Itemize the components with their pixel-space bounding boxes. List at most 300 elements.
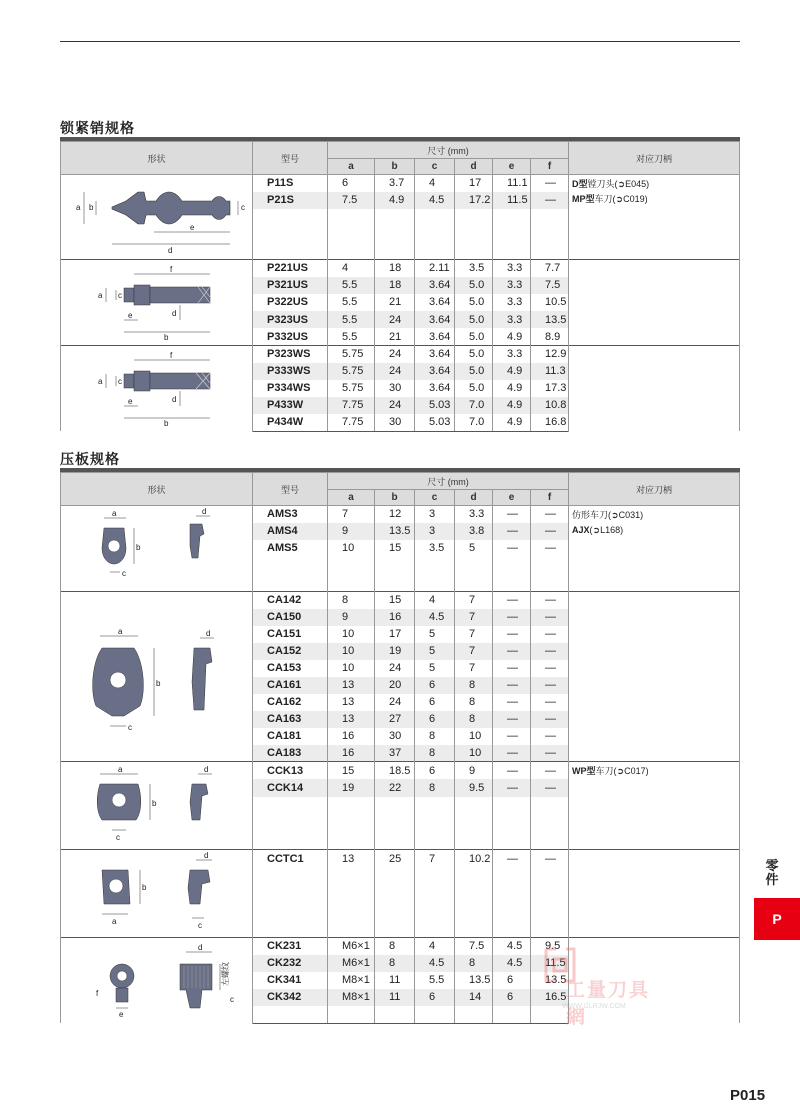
header-holder: 对应刀柄 (569, 473, 740, 506)
dim-cell-e: — (493, 850, 531, 868)
svg-text:c: c (115, 833, 120, 842)
dim-cell-f: 13.5 (531, 311, 569, 328)
svg-text:e: e (127, 397, 132, 406)
svg-text:d: d (203, 851, 208, 860)
model-cell: CA181 (253, 728, 328, 745)
dim-cell-e (493, 920, 531, 938)
dim-cell-d: 10 (455, 745, 493, 762)
dim-cell-d: 10 (455, 728, 493, 745)
dim-cell-e (493, 885, 531, 903)
dim-cell-b: 8 (375, 955, 415, 972)
dim-cell-f: 17.3 (531, 380, 569, 397)
svg-text:b: b (155, 679, 160, 688)
dim-cell-a: 15 (328, 762, 375, 780)
dim-cell-b: 20 (375, 677, 415, 694)
dim-cell-f: 10.8 (531, 397, 569, 414)
table-row (61, 592, 740, 609)
holder-ref[interactable] (572, 192, 739, 207)
dim-cell-c (415, 832, 455, 850)
dim-cell-b: 13.5 (375, 523, 415, 540)
dim-cell-b: 22 (375, 779, 415, 797)
dim-cell-a (328, 920, 375, 938)
dim-cell-e: 4.9 (493, 380, 531, 397)
dim-cell-e: 11.1 (493, 175, 531, 192)
dim-cell-f: — (531, 506, 569, 523)
dim-cell-a (328, 209, 375, 226)
svg-text:e: e (189, 222, 194, 232)
dim-cell-e: 3.3 (493, 346, 531, 363)
dim-cell-f: 10.5 (531, 294, 569, 311)
dim-cell-b: 24 (375, 363, 415, 380)
dim-cell-b: 3.7 (375, 175, 415, 192)
dim-cell-e: — (493, 694, 531, 711)
dim-cell-b: 24 (375, 694, 415, 711)
dim-cell-c (415, 814, 455, 832)
dim-cell-c: 5 (415, 660, 455, 677)
dim-cell-a (328, 885, 375, 903)
dim-cell-e: 3.3 (493, 260, 531, 277)
model-cell: CK342 (253, 989, 328, 1006)
model-cell: CA153 (253, 660, 328, 677)
dim-cell-e: — (493, 506, 531, 523)
dim-cell-b: 11 (375, 972, 415, 989)
model-cell: CA142 (253, 592, 328, 609)
model-cell (253, 557, 328, 574)
model-cell (253, 226, 328, 243)
header-col-d: d (455, 490, 493, 506)
dim-cell-f (531, 885, 569, 903)
model-cell: P221US (253, 260, 328, 277)
dim-cell-f: 11.5 (531, 955, 569, 972)
svg-text:c: c (127, 723, 132, 732)
dim-cell-c: 6 (415, 694, 455, 711)
dim-cell-b: 8 (375, 938, 415, 955)
dim-cell-b: 18.5 (375, 762, 415, 780)
dim-cell-f (531, 832, 569, 850)
dim-cell-a (328, 574, 375, 591)
dim-cell-b (375, 902, 415, 920)
dim-cell-f: — (531, 626, 569, 643)
dim-cell-f (531, 209, 569, 226)
dim-cell-c: 3 (415, 506, 455, 523)
holder-page-ref: 车刀(➲C017) (595, 766, 649, 776)
dim-cell-c: 6 (415, 762, 455, 780)
dim-cell-e (493, 1006, 531, 1023)
dim-cell-b: 19 (375, 643, 415, 660)
header-holder: 对应刀柄 (569, 142, 740, 175)
model-cell: CK232 (253, 955, 328, 972)
model-cell: CA150 (253, 609, 328, 626)
dim-cell-e: — (493, 660, 531, 677)
dim-cell-e (493, 814, 531, 832)
dim-cell-d (455, 867, 493, 885)
header-col-b: b (375, 159, 415, 175)
dim-cell-a (328, 902, 375, 920)
dim-cell-c: 3.64 (415, 311, 455, 328)
dim-cell-f: 16.5 (531, 989, 569, 1006)
top-rule (60, 41, 740, 42)
holder-type: MP型 (572, 194, 595, 204)
shape-drawing (61, 938, 253, 1024)
dim-cell-a (328, 243, 375, 260)
dim-cell-c: 8 (415, 745, 455, 762)
dim-cell-a: 7.5 (328, 192, 375, 209)
svg-text:f: f (169, 265, 172, 274)
dim-cell-c: 3.64 (415, 277, 455, 294)
dim-cell-a: 4 (328, 260, 375, 277)
holder-cell (569, 592, 740, 762)
dim-cell-f: — (531, 540, 569, 557)
dim-cell-d (455, 885, 493, 903)
dim-cell-f: — (531, 677, 569, 694)
dim-cell-d: 5.0 (455, 277, 493, 294)
dim-cell-a: M8×1 (328, 989, 375, 1006)
dim-cell-a (328, 1006, 375, 1023)
dim-cell-e (493, 902, 531, 920)
holder-ref[interactable] (572, 523, 739, 538)
dim-cell-d (455, 797, 493, 815)
dim-cell-f: — (531, 711, 569, 728)
dim-cell-d (455, 1006, 493, 1023)
model-cell (253, 832, 328, 850)
dim-cell-a: 13 (328, 850, 375, 868)
model-cell: CK341 (253, 972, 328, 989)
dim-cell-d (455, 814, 493, 832)
dim-cell-c (415, 226, 455, 243)
dim-cell-a: 9 (328, 609, 375, 626)
dim-cell-a (328, 557, 375, 574)
dim-cell-e: 11.5 (493, 192, 531, 209)
svg-text:c: c (117, 291, 122, 300)
dim-cell-d: 5.0 (455, 294, 493, 311)
dim-cell-c: 4.5 (415, 609, 455, 626)
dim-cell-a (328, 797, 375, 815)
dim-cell-a: 5.5 (328, 294, 375, 311)
dim-cell-d: 7 (455, 626, 493, 643)
dim-cell-c (415, 867, 455, 885)
dim-cell-f: 16.8 (531, 414, 569, 431)
dim-cell-e (493, 243, 531, 260)
dim-cell-e: — (493, 745, 531, 762)
dim-cell-d (455, 574, 493, 591)
dim-cell-c: 5.5 (415, 972, 455, 989)
dim-cell-d: 7 (455, 609, 493, 626)
dim-cell-d (455, 902, 493, 920)
svg-text:c: c (117, 377, 122, 386)
header-col-a: a (328, 159, 375, 175)
dim-cell-b: 30 (375, 414, 415, 431)
shape-drawing (61, 762, 253, 850)
svg-text:a: a (97, 377, 102, 386)
dim-cell-b: 30 (375, 728, 415, 745)
dim-cell-f: — (531, 745, 569, 762)
dim-cell-a: 7 (328, 506, 375, 523)
dim-cell-f (531, 226, 569, 243)
dim-cell-d (455, 226, 493, 243)
dim-cell-d: 3.5 (455, 260, 493, 277)
dim-cell-b (375, 885, 415, 903)
shape-drawing (61, 346, 253, 432)
header-col-c: c (415, 159, 455, 175)
dim-cell-a: 10 (328, 626, 375, 643)
svg-text:d: d (203, 765, 208, 774)
locking-pin-table (60, 141, 740, 432)
header-col-a: a (328, 490, 375, 506)
holder-ref[interactable] (572, 508, 739, 523)
dim-cell-e (493, 867, 531, 885)
holder-ref[interactable] (572, 764, 739, 779)
dim-cell-d: 9.5 (455, 779, 493, 797)
header-col-f: f (531, 490, 569, 506)
dim-cell-e: 4.9 (493, 328, 531, 345)
holder-ref[interactable] (572, 177, 739, 192)
model-cell: CA161 (253, 677, 328, 694)
dim-cell-a: 16 (328, 728, 375, 745)
svg-text:e: e (127, 311, 132, 320)
dim-cell-c: 3.5 (415, 540, 455, 557)
holder-cell (569, 260, 740, 346)
dim-cell-c (415, 243, 455, 260)
dim-cell-e: — (493, 779, 531, 797)
dim-cell-c: 5.03 (415, 414, 455, 431)
dim-cell-c: 3.64 (415, 363, 455, 380)
model-cell: CA163 (253, 711, 328, 728)
dim-cell-b: 24 (375, 311, 415, 328)
svg-text:b: b (163, 333, 168, 342)
dim-cell-e: — (493, 626, 531, 643)
svg-text:d: d (205, 629, 210, 638)
model-cell (253, 902, 328, 920)
dim-cell-d: 5.0 (455, 363, 493, 380)
svg-text:a: a (117, 765, 122, 774)
dim-cell-f: — (531, 523, 569, 540)
dim-cell-c: 7 (415, 850, 455, 868)
dim-cell-f (531, 867, 569, 885)
dim-cell-c: 4.5 (415, 955, 455, 972)
dim-cell-b: 4.9 (375, 192, 415, 209)
holder-cell (569, 346, 740, 432)
dim-cell-c (415, 797, 455, 815)
dim-cell-e: 4.5 (493, 955, 531, 972)
table-row (61, 762, 740, 780)
dim-cell-a: 9 (328, 523, 375, 540)
dim-cell-f: — (531, 660, 569, 677)
model-cell: CA162 (253, 694, 328, 711)
dim-cell-d: 5.0 (455, 380, 493, 397)
holder-page-ref: 车刀(➲C019) (594, 194, 648, 204)
svg-text:f: f (95, 989, 98, 998)
model-cell (253, 797, 328, 815)
dim-cell-c: 4 (415, 938, 455, 955)
dim-cell-f: — (531, 694, 569, 711)
dim-cell-c: 6 (415, 711, 455, 728)
dim-cell-c: 5.03 (415, 397, 455, 414)
svg-text:b: b (163, 419, 168, 428)
dim-cell-a: 5.75 (328, 363, 375, 380)
page-number: P015 (730, 1087, 766, 1104)
dim-cell-d: 10.2 (455, 850, 493, 868)
dim-cell-a (328, 832, 375, 850)
dim-cell-a: 8 (328, 592, 375, 609)
svg-text:d: d (201, 507, 206, 516)
table-row (61, 260, 740, 277)
watermark (540, 945, 670, 1028)
dim-cell-b: 15 (375, 592, 415, 609)
side-label: 零件 (765, 859, 779, 888)
header-shape: 形状 (61, 142, 253, 175)
holder-cell (569, 762, 740, 850)
svg-text:b: b (88, 202, 93, 212)
svg-text:c: c (229, 995, 234, 1004)
dim-cell-c: 5 (415, 643, 455, 660)
shape-drawing (61, 592, 253, 762)
header-col-f: f (531, 159, 569, 175)
svg-text:c: c (121, 569, 126, 578)
dim-cell-f (531, 902, 569, 920)
dim-cell-d: 5.0 (455, 311, 493, 328)
dim-cell-f: — (531, 728, 569, 745)
dim-cell-b (375, 920, 415, 938)
holder-type: WP型 (572, 766, 596, 776)
section-title-clamp: 压板规格 (60, 452, 120, 468)
dim-cell-a (328, 226, 375, 243)
dim-cell-c: 5 (415, 626, 455, 643)
model-cell: P323US (253, 311, 328, 328)
table-row (61, 850, 740, 868)
dim-cell-c (415, 1006, 455, 1023)
dim-cell-f: 8.9 (531, 328, 569, 345)
dim-cell-d: 7.5 (455, 938, 493, 955)
dim-cell-a: M6×1 (328, 938, 375, 955)
dim-cell-c: 8 (415, 779, 455, 797)
dim-cell-b (375, 209, 415, 226)
dim-cell-b: 11 (375, 989, 415, 1006)
dim-cell-c (415, 902, 455, 920)
watermark-url: WWW.GLRJW.COM (562, 1003, 626, 1010)
model-cell: P433W (253, 397, 328, 414)
dim-cell-e (493, 797, 531, 815)
dim-cell-d: 7 (455, 592, 493, 609)
dim-cell-e (493, 574, 531, 591)
dim-cell-c: 3.64 (415, 294, 455, 311)
model-cell: P434W (253, 414, 328, 431)
dim-cell-d: 3.8 (455, 523, 493, 540)
holder-cell (569, 506, 740, 592)
dim-cell-f: — (531, 175, 569, 192)
model-cell: P11S (253, 175, 328, 192)
model-cell (253, 574, 328, 591)
model-cell: P333WS (253, 363, 328, 380)
svg-text:b: b (135, 543, 140, 552)
model-cell (253, 1006, 328, 1023)
dim-cell-b (375, 574, 415, 591)
dim-cell-a: 6 (328, 175, 375, 192)
model-cell: P332US (253, 328, 328, 345)
dim-cell-f (531, 814, 569, 832)
dim-cell-a (328, 814, 375, 832)
model-cell (253, 885, 328, 903)
section-title-locking-pin: 锁紧销规格 (60, 121, 135, 137)
dim-cell-f (531, 797, 569, 815)
dim-cell-f: 7.5 (531, 277, 569, 294)
header-dimensions: 尺寸 (mm) (328, 142, 569, 159)
dim-cell-d: 13.5 (455, 972, 493, 989)
section-tab-p[interactable]: P (754, 898, 800, 940)
dim-cell-f: 9.5 (531, 938, 569, 955)
dim-cell-d: 14 (455, 989, 493, 1006)
dim-cell-e: — (493, 592, 531, 609)
dim-cell-d (455, 832, 493, 850)
model-cell: P321US (253, 277, 328, 294)
shape-drawing (61, 175, 253, 260)
svg-text:c: c (240, 202, 245, 212)
dim-cell-e: — (493, 523, 531, 540)
dim-cell-d: 5 (455, 540, 493, 557)
svg-text:a: a (111, 917, 116, 926)
model-cell: P334WS (253, 380, 328, 397)
dim-cell-a: 5.5 (328, 277, 375, 294)
dim-cell-a: 5.5 (328, 311, 375, 328)
dim-cell-e: — (493, 609, 531, 626)
dim-cell-f: 7.7 (531, 260, 569, 277)
left-thread-label: 左螺纹 (220, 962, 230, 986)
dim-cell-b (375, 243, 415, 260)
dim-cell-e: — (493, 677, 531, 694)
dim-cell-a: 7.75 (328, 397, 375, 414)
dim-cell-c (415, 920, 455, 938)
holder-page-ref: 仿形车刀(➲C031) (572, 510, 644, 520)
dim-cell-c: 6 (415, 677, 455, 694)
dim-cell-f: — (531, 592, 569, 609)
dim-cell-c (415, 209, 455, 226)
dim-cell-d: 8 (455, 677, 493, 694)
svg-text:d: d (167, 245, 172, 255)
dim-cell-c: 3.64 (415, 346, 455, 363)
dim-cell-c: 4 (415, 175, 455, 192)
dim-cell-c: 2.11 (415, 260, 455, 277)
holder-page-ref: 镗刀头(➲E045) (587, 179, 650, 189)
model-cell: P323WS (253, 346, 328, 363)
model-cell (253, 814, 328, 832)
dim-cell-e: 4.9 (493, 414, 531, 431)
dim-cell-b: 24 (375, 660, 415, 677)
svg-text:d: d (197, 943, 202, 952)
dim-cell-f (531, 243, 569, 260)
dim-cell-b (375, 814, 415, 832)
model-cell (253, 243, 328, 260)
dim-cell-b (375, 867, 415, 885)
model-cell: AMS4 (253, 523, 328, 540)
dim-cell-b: 21 (375, 328, 415, 345)
dim-cell-d: 17 (455, 175, 493, 192)
dim-cell-c: 4 (415, 592, 455, 609)
dim-cell-d: 5.0 (455, 328, 493, 345)
dim-cell-d (455, 920, 493, 938)
dim-cell-d: 3.3 (455, 506, 493, 523)
dim-cell-d: 8 (455, 711, 493, 728)
dim-cell-b (375, 557, 415, 574)
model-cell: CA183 (253, 745, 328, 762)
shape-drawing (61, 850, 253, 938)
header-model: 型号 (253, 473, 328, 506)
model-cell: AMS3 (253, 506, 328, 523)
model-cell: CCK13 (253, 762, 328, 780)
dim-cell-f: 13.5 (531, 972, 569, 989)
dim-cell-a: 13 (328, 677, 375, 694)
dim-cell-f (531, 574, 569, 591)
svg-text:a: a (111, 509, 116, 518)
shape-drawing (61, 506, 253, 592)
